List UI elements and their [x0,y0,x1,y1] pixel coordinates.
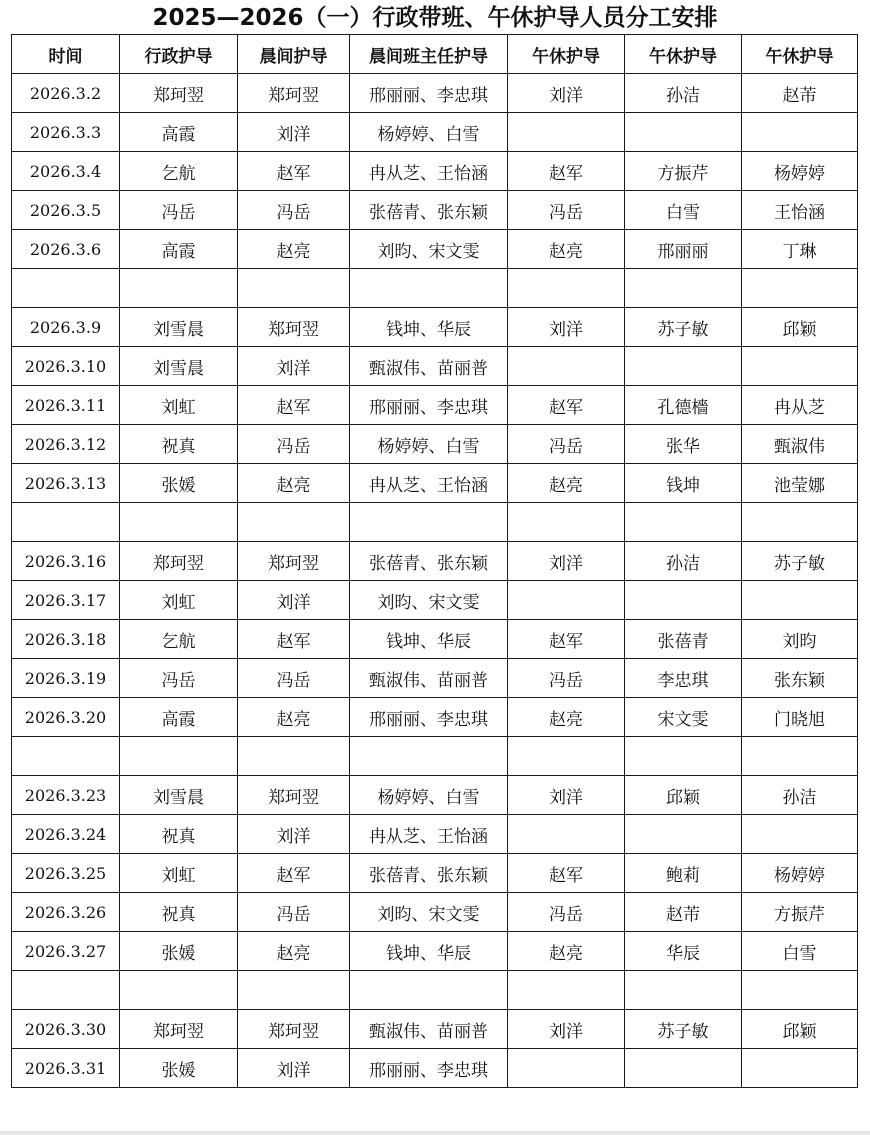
staff-cell: 祝真 [120,425,238,464]
staff-cell: 杨婷婷 [742,152,858,191]
staff-cell: 赵军 [238,386,350,425]
staff-cell [742,1049,858,1088]
staff-cell: 张媛 [120,1049,238,1088]
staff-cell: 赵军 [508,620,625,659]
staff-cell [120,971,238,1010]
staff-cell: 乞航 [120,152,238,191]
staff-cell: 杨婷婷、白雪 [350,425,508,464]
staff-cell: 孙洁 [625,542,742,581]
staff-cell: 冯岳 [508,893,625,932]
staff-cell: 赵亮 [508,698,625,737]
column-header: 晨间护导 [238,35,350,74]
staff-cell [508,1049,625,1088]
staff-cell: 钱坤 [625,464,742,503]
table-row [12,464,858,503]
staff-cell [238,971,350,1010]
staff-cell: 刘洋 [508,74,625,113]
staff-cell: 赵亮 [238,698,350,737]
staff-cell: 郑珂翌 [120,1010,238,1049]
staff-cell [120,737,238,776]
page-bottom-edge [0,1131,870,1135]
staff-cell: 张蓓青、张东颖 [350,542,508,581]
staff-cell: 刘洋 [508,776,625,815]
table-row [12,230,858,269]
date-cell [12,737,120,776]
staff-cell [742,581,858,620]
staff-cell: 张媛 [120,932,238,971]
date-cell [12,269,120,308]
staff-cell [742,347,858,386]
staff-cell: 赵军 [508,152,625,191]
staff-cell: 钱坤、华辰 [350,308,508,347]
staff-cell: 赵军 [238,152,350,191]
staff-cell [625,971,742,1010]
staff-cell: 郑珂翌 [120,74,238,113]
staff-cell [238,269,350,308]
column-header: 午休护导 [508,35,625,74]
table-row [12,191,858,230]
staff-cell: 冉从芝、王怡涵 [350,152,508,191]
staff-cell [742,113,858,152]
staff-cell: 冯岳 [238,191,350,230]
table-row [12,425,858,464]
staff-cell [350,971,508,1010]
staff-cell: 宋文雯 [625,698,742,737]
staff-cell: 甄淑伟 [742,425,858,464]
staff-cell: 钱坤、华辰 [350,620,508,659]
staff-cell: 方振芹 [742,893,858,932]
staff-cell: 邱颖 [742,308,858,347]
table-row [12,1010,858,1049]
staff-cell [625,347,742,386]
date-cell: 2026.3.17 [12,581,120,620]
table-row [12,698,858,737]
spacer-row [12,971,858,1010]
staff-cell [742,971,858,1010]
table-row [12,386,858,425]
staff-cell: 冉从芝、王怡涵 [350,815,508,854]
staff-cell: 刘雪晨 [120,308,238,347]
staff-cell: 刘昀 [742,620,858,659]
staff-cell: 刘洋 [238,113,350,152]
date-cell: 2026.3.30 [12,1010,120,1049]
table-row [12,659,858,698]
staff-cell [120,269,238,308]
date-cell: 2026.3.18 [12,620,120,659]
staff-cell: 赵军 [238,620,350,659]
staff-cell: 华辰 [625,932,742,971]
staff-cell: 冉从芝 [742,386,858,425]
staff-cell [625,581,742,620]
staff-cell: 苏子敏 [742,542,858,581]
staff-cell: 邢丽丽、李忠琪 [350,698,508,737]
staff-cell [625,1049,742,1088]
staff-cell: 刘洋 [238,815,350,854]
table-body [12,74,858,1088]
staff-cell: 王怡涵 [742,191,858,230]
staff-cell: 刘雪晨 [120,776,238,815]
date-cell [12,971,120,1010]
column-header: 行政护导 [120,35,238,74]
staff-cell: 甄淑伟、苗丽普 [350,347,508,386]
staff-cell: 刘昀、宋文雯 [350,893,508,932]
date-cell: 2026.3.27 [12,932,120,971]
staff-cell: 苏子敏 [625,308,742,347]
staff-cell: 刘洋 [508,308,625,347]
staff-cell: 刘洋 [238,347,350,386]
staff-cell: 丁琳 [742,230,858,269]
date-cell: 2026.3.19 [12,659,120,698]
staff-cell: 孙洁 [625,74,742,113]
date-cell: 2026.3.31 [12,1049,120,1088]
staff-cell: 张蓓青、张东颖 [350,854,508,893]
staff-cell: 刘昀、宋文雯 [350,581,508,620]
date-cell: 2026.3.9 [12,308,120,347]
staff-cell: 刘虹 [120,854,238,893]
staff-cell: 赵亮 [238,932,350,971]
staff-cell: 赵芾 [625,893,742,932]
staff-cell [508,113,625,152]
column-header: 午休护导 [742,35,858,74]
staff-cell: 刘洋 [238,1049,350,1088]
date-cell: 2026.3.25 [12,854,120,893]
table-header-row [12,35,858,74]
staff-cell: 张华 [625,425,742,464]
staff-cell: 高霞 [120,230,238,269]
staff-cell [625,269,742,308]
staff-cell [742,815,858,854]
table-row [12,347,858,386]
staff-cell [350,503,508,542]
staff-cell: 邢丽丽、李忠琪 [350,1049,508,1088]
staff-cell: 白雪 [742,932,858,971]
staff-cell [742,269,858,308]
staff-cell: 邱颖 [742,1010,858,1049]
staff-cell [508,737,625,776]
staff-cell [120,503,238,542]
staff-cell: 赵亮 [238,464,350,503]
staff-cell: 刘洋 [238,581,350,620]
staff-cell: 郑珂翌 [238,1010,350,1049]
staff-cell: 赵军 [508,386,625,425]
staff-cell [238,503,350,542]
staff-cell: 杨婷婷、白雪 [350,776,508,815]
date-cell: 2026.3.3 [12,113,120,152]
staff-cell: 冯岳 [238,893,350,932]
date-cell: 2026.3.4 [12,152,120,191]
staff-cell: 郑珂翌 [238,74,350,113]
table-row [12,308,858,347]
table-row [12,581,858,620]
staff-cell: 冯岳 [508,659,625,698]
staff-cell [508,971,625,1010]
staff-cell: 池莹娜 [742,464,858,503]
staff-cell: 冯岳 [120,191,238,230]
staff-cell: 苏子敏 [625,1010,742,1049]
staff-cell: 冯岳 [238,425,350,464]
staff-cell: 门晓旭 [742,698,858,737]
table-row [12,893,858,932]
date-cell: 2026.3.6 [12,230,120,269]
staff-cell: 刘洋 [508,542,625,581]
staff-cell: 甄淑伟、苗丽普 [350,1010,508,1049]
staff-cell: 杨婷婷 [742,854,858,893]
staff-cell: 冉从芝、王怡涵 [350,464,508,503]
staff-cell: 邢丽丽、李忠琪 [350,386,508,425]
column-header: 午休护导 [625,35,742,74]
staff-cell: 孙洁 [742,776,858,815]
date-cell [12,503,120,542]
staff-cell: 赵亮 [238,230,350,269]
date-cell: 2026.3.2 [12,74,120,113]
staff-cell: 郑珂翌 [238,542,350,581]
staff-cell [625,737,742,776]
table-row [12,620,858,659]
date-cell: 2026.3.26 [12,893,120,932]
staff-cell: 郑珂翌 [238,776,350,815]
staff-cell [742,503,858,542]
staff-cell: 赵芾 [742,74,858,113]
staff-cell: 刘洋 [508,1010,625,1049]
staff-cell: 杨婷婷、白雪 [350,113,508,152]
staff-cell: 冯岳 [120,659,238,698]
date-cell: 2026.3.20 [12,698,120,737]
staff-cell: 邢丽丽、李忠琪 [350,74,508,113]
date-cell: 2026.3.10 [12,347,120,386]
date-cell: 2026.3.13 [12,464,120,503]
staff-cell [508,347,625,386]
date-cell: 2026.3.5 [12,191,120,230]
staff-cell: 高霞 [120,113,238,152]
staff-cell: 张东颖 [742,659,858,698]
staff-cell [625,113,742,152]
staff-cell: 李忠琪 [625,659,742,698]
staff-cell: 鲍莉 [625,854,742,893]
staff-cell: 邱颖 [625,776,742,815]
staff-cell [742,737,858,776]
staff-cell [508,581,625,620]
table-row [12,1049,858,1088]
staff-cell [508,269,625,308]
date-cell: 2026.3.23 [12,776,120,815]
table-row [12,776,858,815]
table-row [12,932,858,971]
staff-cell: 钱坤、华辰 [350,932,508,971]
staff-cell: 冯岳 [238,659,350,698]
table-row [12,815,858,854]
date-cell: 2026.3.11 [12,386,120,425]
staff-cell: 乞航 [120,620,238,659]
staff-cell: 刘虹 [120,386,238,425]
staff-cell [625,815,742,854]
staff-cell: 甄淑伟、苗丽普 [350,659,508,698]
duty-schedule-table [11,34,858,1088]
page-title: 2025—2026（一）行政带班、午休护导人员分工安排 [152,5,718,31]
staff-cell: 赵军 [238,854,350,893]
date-cell: 2026.3.12 [12,425,120,464]
spacer-row [12,503,858,542]
staff-cell: 赵亮 [508,932,625,971]
staff-cell: 邢丽丽 [625,230,742,269]
staff-cell: 赵亮 [508,464,625,503]
staff-cell: 刘雪晨 [120,347,238,386]
spacer-row [12,269,858,308]
table-row [12,542,858,581]
staff-cell: 祝真 [120,815,238,854]
staff-cell: 郑珂翌 [120,542,238,581]
table-row [12,854,858,893]
staff-cell: 方振芹 [625,152,742,191]
staff-cell: 赵军 [508,854,625,893]
staff-cell: 祝真 [120,893,238,932]
date-cell: 2026.3.16 [12,542,120,581]
staff-cell [238,737,350,776]
staff-cell [508,503,625,542]
spacer-row [12,737,858,776]
staff-cell [625,503,742,542]
staff-cell: 赵亮 [508,230,625,269]
staff-cell: 高霞 [120,698,238,737]
table-row [12,113,858,152]
table-row [12,74,858,113]
column-header: 时间 [12,35,120,74]
staff-cell [350,737,508,776]
staff-cell: 张蓓青 [625,620,742,659]
staff-cell: 郑珂翌 [238,308,350,347]
staff-cell: 张蓓青、张东颖 [350,191,508,230]
staff-cell: 白雪 [625,191,742,230]
staff-cell: 刘虹 [120,581,238,620]
column-header: 晨间班主任护导 [350,35,508,74]
staff-cell: 刘昀、宋文雯 [350,230,508,269]
staff-cell: 冯岳 [508,425,625,464]
staff-cell [508,815,625,854]
date-cell: 2026.3.24 [12,815,120,854]
staff-cell: 冯岳 [508,191,625,230]
staff-cell: 孔德檣 [625,386,742,425]
table-row [12,152,858,191]
staff-cell [350,269,508,308]
staff-cell: 张媛 [120,464,238,503]
